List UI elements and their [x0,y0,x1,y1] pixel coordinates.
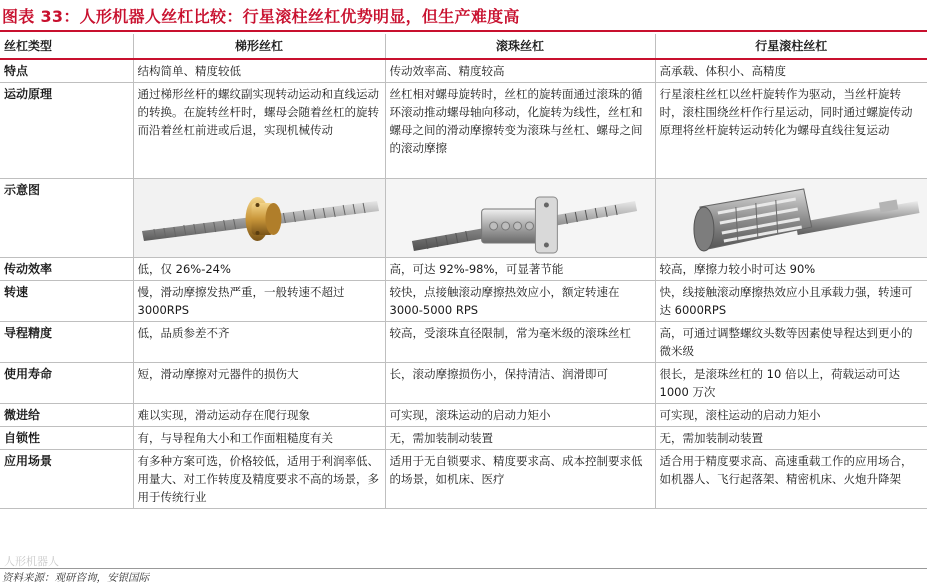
table-cell: 结构简单、精度较低 [133,59,385,83]
row-label: 运动原理 [0,83,133,179]
figure-title: 图表 33：人形机器人丝杠比较：行星滚柱丝杠优势明显，但生产难度高 [2,7,520,26]
table-cell: 较高，摩擦力较小时可达 90% [655,258,927,281]
table-row [0,427,927,450]
table-cell: 可实现，滚珠运动的启动力矩小 [385,404,655,427]
table-cell: 有多种方案可选，价格较低，适用于利润率低、用量大、对工作转度及精度要求不高的场景，多用于传统行业 [133,450,385,509]
watermark: 人形机器人 [4,555,59,568]
row-label: 示意图 [0,179,133,258]
table-row [0,179,927,258]
row-label: 使用寿命 [0,363,133,404]
table-cell: 无，需加装制动装置 [385,427,655,450]
table-cell: 传动效率高、精度较高 [385,59,655,83]
table-cell: 无，需加装制动装置 [655,427,927,450]
table-cell: 慢，滑动摩擦发热严重，一般转速不超过 3000RPS [133,281,385,322]
table-row [0,59,927,83]
table-cell: 长，滚动摩擦损伤小，保持清洁、润滑即可 [385,363,655,404]
table-cell: 行星滚柱丝杠以丝杆旋转作为驱动，当丝杆旋转时，滚柱围绕丝杆作行星运动，同时通过螺旋传动原理将丝杆旋转运动转化为螺母直线往复运动 [655,83,927,179]
trapezoidal-screw-illustration [134,179,385,257]
row-label: 传动效率 [0,258,133,281]
table-cell: 低，仅 26%-24% [133,258,385,281]
table-cell: 难以实现，滑动运动存在爬行现象 [133,404,385,427]
ball-screw-image [385,179,655,258]
table-cell: 可实现，滚柱运动的启动力矩小 [655,404,927,427]
row-label: 自锁性 [0,427,133,450]
table-header-row [0,34,927,59]
table-cell: 有，与导程角大小和工作面粗糙度有关 [133,427,385,450]
planetary-roller-screw-illustration [656,179,927,257]
table-cell: 适用于无自锁要求、精度要求高、成本控制要求低的场景，如机床、医疗 [385,450,655,509]
title-divider [0,30,927,32]
planetary-roller-screw-image [655,179,927,258]
source-note: 资料来源：观研咨询，安银国际 [2,572,149,584]
table-cell: 适合用于精度要求高、高速重载工作的应用场合，如机器人、飞行起落架、精密机床、火炮升降架 [655,450,927,509]
header-type: 丝杠类型 [0,34,133,59]
table-row [0,281,927,322]
table-cell: 很长，是滚珠丝杠的 10 倍以上，荷载运动可达 1000 万次 [655,363,927,404]
row-label: 微进给 [0,404,133,427]
table-cell: 丝杠相对螺母旋转时，丝杠的旋转面通过滚珠的循环滚动推动螺母轴向移动，化旋转为线性，丝杠和螺母之间的滑动摩擦转变为滚珠与丝杠、螺母之间的滚动摩擦 [385,83,655,179]
table-row [0,363,927,404]
header-ball: 滚珠丝杠 [385,34,655,59]
footer-divider [0,568,927,569]
table-row [0,404,927,427]
header-planetary-roller: 行星滚柱丝杠 [655,34,927,59]
table-cell: 低，品质参差不齐 [133,322,385,363]
table-cell: 通过梯形丝杆的螺纹副实现转动运动和直线运动的转换。在旋转丝杆时，螺母会随着丝杠的旋转而沿着丝杠前进或后退，实现机械传动 [133,83,385,179]
row-label: 导程精度 [0,322,133,363]
table-row [0,322,927,363]
table-row [0,83,927,179]
table-cell: 高，可通过调整螺纹头数等因素使导程达到更小的微米级 [655,322,927,363]
table-cell: 高，可达 92%-98%，可显著节能 [385,258,655,281]
table-cell: 快，线接触滚动摩擦热效应小且承载力强，转速可达 6000RPS [655,281,927,322]
header-trapezoidal: 梯形丝杠 [133,34,385,59]
row-label: 应用场景 [0,450,133,509]
table-row [0,258,927,281]
comparison-table [0,34,927,509]
table-row [0,450,927,509]
table-cell: 较高，受滚珠直径限制，常为毫米级的滚珠丝杠 [385,322,655,363]
table-cell: 短，滑动摩擦对元器件的损伤大 [133,363,385,404]
trapezoidal-screw-image [133,179,385,258]
row-label: 特点 [0,59,133,83]
row-label: 转速 [0,281,133,322]
table-cell: 较快，点接触滚动摩擦热效应小，额定转速在 3000-5000 RPS [385,281,655,322]
table-cell: 高承载、体积小、高精度 [655,59,927,83]
ball-screw-illustration [386,179,655,257]
